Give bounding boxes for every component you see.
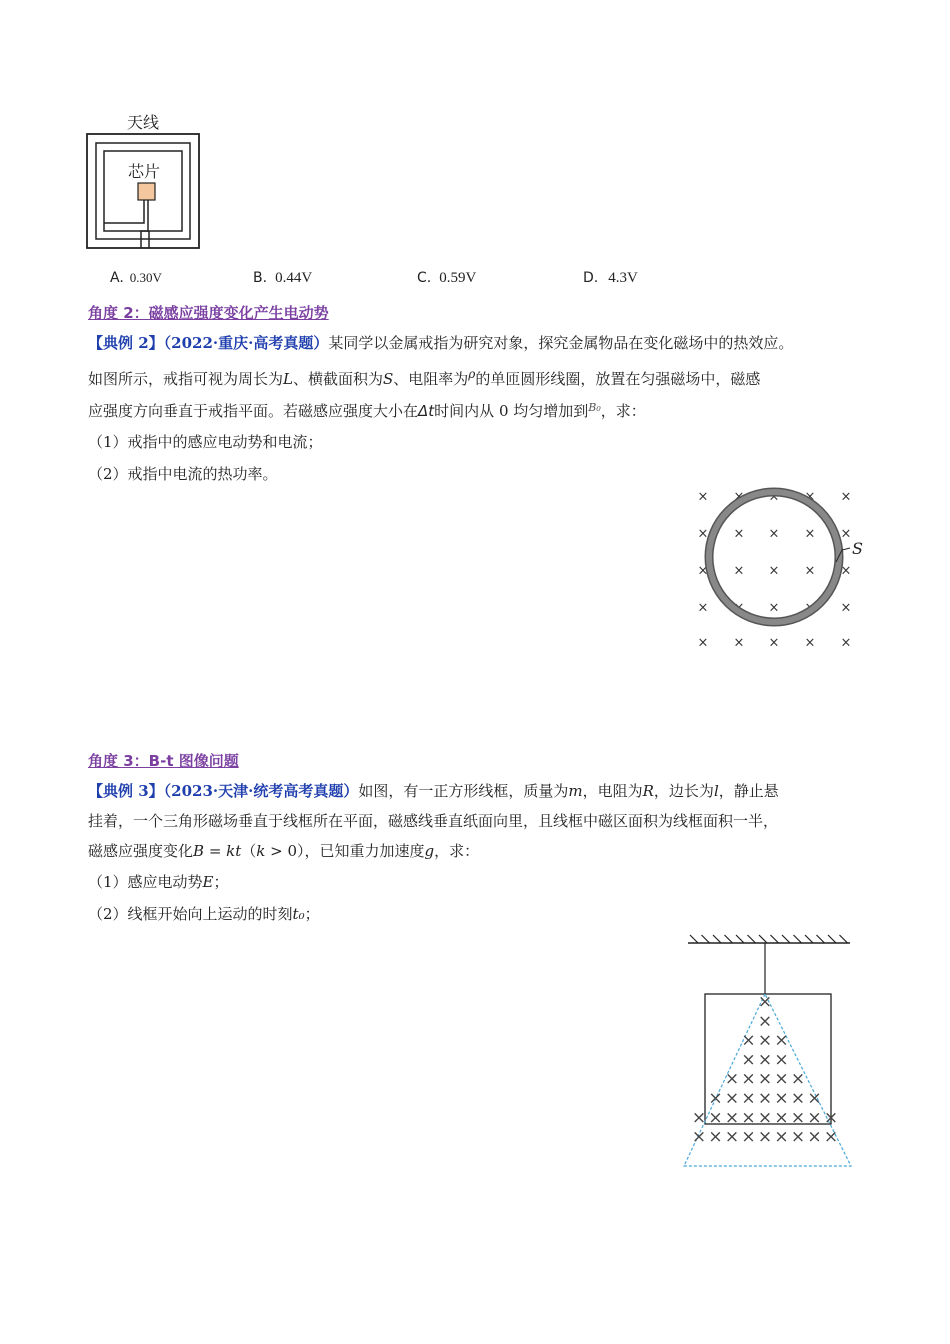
field-cross-mark: ×	[807, 1127, 822, 1148]
option-b: B. 0.44V	[253, 270, 313, 286]
ceiling-hatch-mark	[702, 935, 710, 943]
ceiling-hatch-mark	[759, 935, 767, 943]
field-cross-mark: ×	[804, 526, 816, 542]
field-cross-mark: ×	[708, 1127, 723, 1148]
example-3-line-1: 【典例 3】（2023·天津·统考高考真题）如图，有一正方形线框，质量为m，电阻为R，边长为l，静止悬	[88, 782, 779, 800]
antenna-figure	[86, 133, 201, 251]
field-cross-mark: ×	[691, 1107, 707, 1128]
field-cross-mark: ×	[804, 600, 816, 616]
field-cross-mark: ×	[774, 1069, 789, 1090]
field-cross-mark: ×	[697, 635, 709, 651]
example-2-line-3: 应强度方向垂直于戒指平面。若磁感应强度大小在Δt时间内从 0 均匀增加到$^{B_0}$，求：	[88, 401, 646, 420]
ring-in-field-figure	[690, 486, 870, 651]
field-cross-mark: ×	[774, 1107, 789, 1128]
field-cross-mark: ×	[757, 992, 773, 1012]
field-cross-mark: ×	[774, 1049, 789, 1070]
example-3-question-1: （1）感应电动势E；	[88, 873, 229, 891]
field-cross-mark: ×	[757, 1011, 773, 1032]
ceiling-hatch-mark	[782, 935, 790, 943]
field-cross-mark: ×	[790, 1088, 806, 1109]
example-3-line-3: 磁感应强度变化B = kt（k > 0），已知重力加速度g，求：	[88, 842, 480, 860]
field-cross-mark: ×	[790, 1107, 806, 1128]
field-cross-mark: ×	[790, 1127, 806, 1148]
field-cross-mark: ×	[757, 1088, 773, 1109]
example-2-question-2: （2）戒指中电流的热功率。	[88, 465, 278, 483]
field-cross-mark: ×	[804, 489, 816, 505]
field-cross-mark: ×	[768, 635, 780, 651]
field-cross-mark: ×	[757, 1049, 773, 1070]
ceiling-hatch-mark	[725, 935, 733, 943]
field-cross-mark: ×	[804, 563, 816, 579]
ceiling-hatch-mark	[794, 935, 802, 943]
field-cross-mark: ×	[774, 1030, 789, 1051]
field-cross-mark: ×	[768, 563, 780, 579]
ceiling-hatch-mark	[840, 935, 848, 943]
field-cross-mark: ×	[768, 526, 780, 542]
example-2-line-1: 【典例 2】（2022·重庆·高考真题）某同学以金属戒指为研究对象，探究金属物品在变化磁场中的热效应。	[88, 334, 794, 352]
field-cross-mark: ×	[724, 1069, 740, 1090]
field-cross-mark: ×	[790, 1069, 806, 1090]
field-cross-mark: ×	[840, 526, 852, 542]
field-cross-mark: ×	[708, 1088, 723, 1109]
field-cross-mark: ×	[697, 526, 709, 542]
field-cross-mark: ×	[840, 563, 852, 579]
option-a: A. 0.30V	[110, 270, 162, 286]
hanging-frame-figure	[680, 930, 860, 1175]
field-cross-mark: ×	[774, 1127, 789, 1148]
ceiling-hatch-mark	[828, 935, 836, 943]
ceiling-hatch-mark	[690, 935, 698, 943]
field-cross-mark: ×	[733, 526, 745, 542]
field-cross-mark: ×	[741, 1069, 756, 1090]
ceiling-hatch-mark	[713, 935, 721, 943]
field-cross-mark: ×	[741, 1127, 756, 1148]
field-cross-mark: ×	[691, 1127, 707, 1148]
field-cross-mark: ×	[697, 563, 709, 579]
chip-icon	[138, 183, 155, 200]
field-cross-mark: ×	[741, 1088, 756, 1109]
ceiling-hatch-mark	[771, 935, 779, 943]
section-2-title: 角度 2：磁感应强度变化产生电动势	[88, 304, 329, 322]
chip-label: 芯片	[128, 162, 161, 181]
field-cross-mark: ×	[724, 1107, 740, 1128]
option-d: D. 4.3V	[583, 270, 638, 286]
field-cross-mark: ×	[733, 563, 745, 579]
field-cross-mark: ×	[807, 1088, 822, 1109]
field-cross-mark: ×	[804, 635, 816, 651]
field-cross-mark: ×	[724, 1088, 740, 1109]
antenna-label: 天线	[127, 113, 160, 132]
example-3-line-2: 挂着，一个三角形磁场垂直于线框所在平面，磁感线垂直纸面向里，且线框中磁区面积为线框面积一半，	[88, 812, 779, 830]
field-cross-mark: ×	[823, 1107, 839, 1128]
field-cross-mark: ×	[757, 1030, 773, 1051]
field-cross-mark: ×	[757, 1107, 773, 1128]
ceiling-hatch-mark	[736, 935, 744, 943]
field-cross-mark: ×	[733, 600, 745, 616]
field-cross-mark: ×	[697, 600, 709, 616]
ceiling-hatch-mark	[817, 935, 825, 943]
field-cross-mark: ×	[840, 489, 852, 505]
example-2-question-1: （1）戒指中的感应电动势和电流；	[88, 433, 323, 451]
option-c: C. 0.59V	[417, 270, 477, 286]
field-cross-mark: ×	[733, 489, 745, 505]
field-cross-mark: ×	[741, 1049, 756, 1070]
field-cross-mark: ×	[733, 635, 745, 651]
section-3-title: 角度 3：B-t 图像问题	[88, 752, 239, 770]
field-cross-mark: ×	[708, 1107, 723, 1128]
field-cross-mark: ×	[840, 635, 852, 651]
ceiling-hatch-mark	[748, 935, 756, 943]
field-cross-mark: ×	[697, 489, 709, 505]
ring-label-s: S	[852, 539, 863, 558]
field-cross-mark: ×	[768, 600, 780, 616]
field-cross-mark: ×	[724, 1127, 740, 1148]
field-cross-mark: ×	[768, 489, 780, 505]
field-cross-mark: ×	[757, 1069, 773, 1090]
example-2-line-2: 如图所示，戒指可视为周长为L、横截面积为S、电阻率为$^\rho$的单匝圆形线圈，放置在匀强磁场中，磁感	[88, 367, 761, 388]
field-cross-mark: ×	[741, 1030, 756, 1051]
field-cross-mark: ×	[807, 1107, 822, 1128]
ceiling-hatch-mark	[805, 935, 813, 943]
field-cross-mark: ×	[774, 1088, 789, 1109]
field-cross-mark: ×	[840, 600, 852, 616]
field-cross-mark: ×	[757, 1127, 773, 1148]
field-cross-mark: ×	[741, 1107, 756, 1128]
field-cross-mark: ×	[823, 1127, 839, 1148]
example-3-question-2: （2）线框开始向上运动的时刻t₀；	[88, 905, 320, 923]
